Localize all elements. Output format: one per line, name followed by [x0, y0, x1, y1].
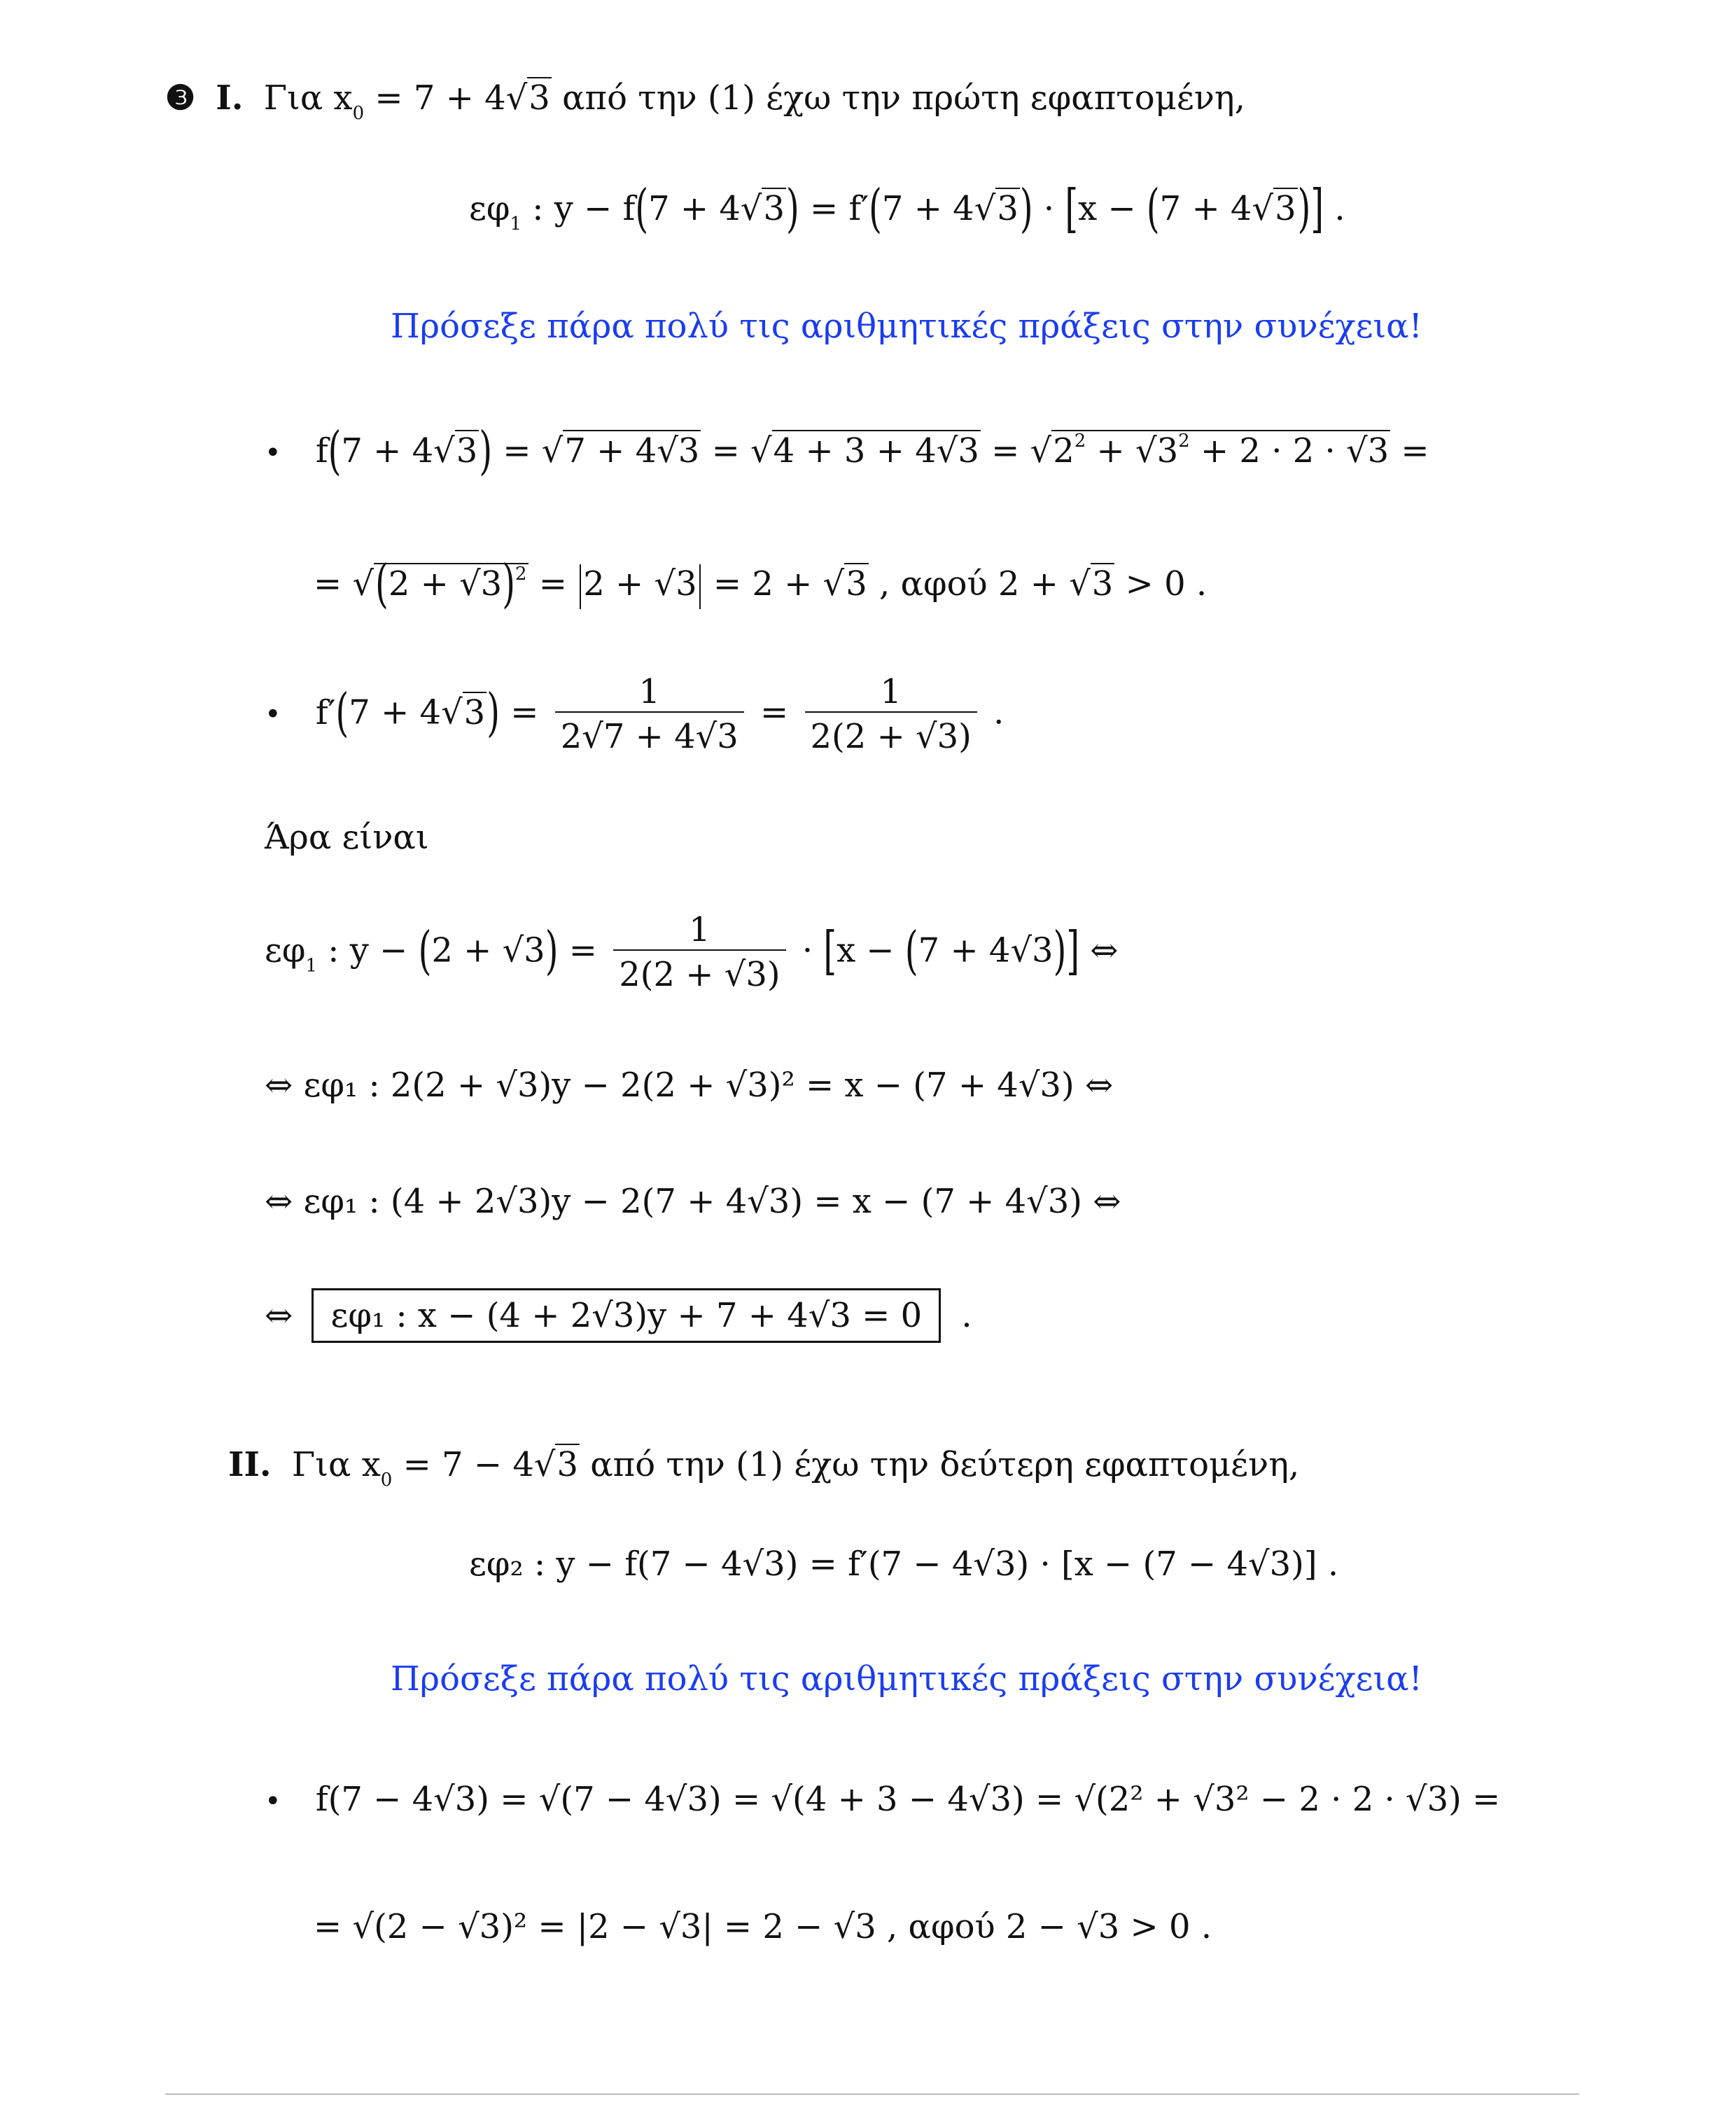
f-value-line-2	[265, 1778, 1500, 1822]
eq-text: .	[993, 692, 1004, 732]
section-marker: ❸	[165, 78, 196, 118]
radicand: 3	[556, 1445, 578, 1484]
notice-text-2: Πρόσεξε πάρα πολύ τις αριθμητικές πράξεις στην συνέχεια!	[391, 1659, 1422, 1699]
fraction: $\frac{1}{2√7 + 4√3}$	[555, 672, 744, 758]
notice-text-1: Πρόσεξε πάρα πολύ τις αριθμητικές πράξεις στην συνέχεια!	[391, 307, 1422, 346]
f-value-line-1: • $f(7 + 4√3) = √7 + 4√3 = √4 + 3 + 4√3 = √2^2 + √3^2 + 2 \cdot 2 \cdot √3$ =	[265, 420, 1429, 482]
subscript: 0	[352, 103, 365, 124]
radicand: 3	[1275, 189, 1296, 228]
radicand: 3	[763, 189, 785, 228]
eq-text: = f′	[799, 189, 869, 228]
eq-text: f′	[315, 692, 336, 732]
eq-text: x −	[836, 930, 905, 970]
eq-text: =	[528, 564, 578, 604]
derivation-line-1: $\varepsilon\varphi_1$ : y − (2 + √3) = $\frac{1}{2(2 + √3)}$ · [x − (7 + 4√3)] ⇔	[265, 910, 1119, 994]
subscript: 1	[305, 955, 318, 977]
therefore-text: Άρα είναι	[265, 818, 429, 857]
bullet: •	[265, 698, 281, 731]
superscript: 2	[1074, 431, 1086, 452]
eq-text: =	[760, 692, 799, 732]
radicand: 3	[456, 431, 478, 470]
radicand: 7 + 4√3	[564, 431, 700, 470]
eq-text: 7 + 4√3	[918, 930, 1054, 970]
superscript: 2	[1178, 431, 1190, 452]
eq-text: .	[1324, 189, 1345, 228]
radicand: 3	[846, 564, 867, 604]
eq-text: 7 + 4	[1159, 189, 1252, 228]
tangent-equation-1: $\varepsilon\varphi_1$ : y − f(7 + 4√3) = f′(7 + 4√3) · [x − (7 + 4√3)] .	[469, 178, 1345, 239]
subscript: 1	[510, 214, 522, 235]
eq-text: ⇔	[1079, 930, 1119, 970]
eq-text: 2 + √3	[583, 564, 697, 604]
eq-text: =	[314, 564, 353, 604]
derivation-line-2: ⇔ εφ₁ : 2(2 + √3)y − 2(2 + √3)² = x − (7 + 4√3) ⇔	[265, 1066, 1114, 1105]
eq-text: f(7 − 4√3) = √(7 − 4√3) = √(4 + 3 − 4√3) = √(2² + √3² − 2 · 2 · √3) =	[315, 1780, 1501, 1819]
f-value-line-1b: = $√(2 + √3)^2 = 2 + √3 = 2 + √3$ , αφού 2 + √3 > 0 .	[314, 553, 1208, 615]
eq-text: 2 + √3	[388, 564, 503, 604]
eq-text: =	[1390, 431, 1429, 470]
eq-text: , αφού 2 +	[868, 564, 1070, 604]
eq-text: 7 + 4	[881, 189, 974, 228]
derivation-line-3: ⇔ εφ₁ : (4 + 2√3)y − 2(7 + 4√3) = x − (7 + 4√3) ⇔	[265, 1182, 1121, 1221]
equivalence-arrow: ⇔	[265, 1296, 293, 1335]
part1-intro-line: ❸ I. Για $x_0 = 7 + 4√3$ από την (1) έχω την πρώτη εφαπτομένη,	[165, 78, 1245, 124]
eq-text: =	[499, 692, 550, 732]
intro-text-b: = 7 + 4	[364, 78, 506, 118]
intro-text-a: Για x	[291, 1445, 381, 1484]
eq-text: 7 + 4	[341, 431, 434, 470]
eq-text: > 0 .	[1114, 564, 1208, 604]
eq-text: + √3	[1086, 431, 1179, 470]
intro-text-c: από την (1) έχω την πρώτη εφαπτομένη,	[551, 78, 1245, 118]
eq-text: : y −	[317, 930, 419, 970]
radicand: 3	[997, 189, 1018, 228]
eq-text: =	[492, 431, 542, 470]
eq-text: 2 + √3	[431, 930, 545, 970]
eq-text: : y − f	[522, 189, 636, 228]
part2-intro-line: II. Για $x_0 = 7 - 4√3$ από την (1) έχω την δεύτερη εφαπτομένη,	[228, 1445, 1300, 1491]
eq-text: =	[701, 431, 751, 470]
part2-label: II.	[228, 1445, 272, 1484]
eq-text: .	[961, 1296, 972, 1335]
intro-text-b: = 7 − 4	[392, 1445, 534, 1484]
f-value-line-2b: = √(2 − √3)² = |2 − √3| = 2 − √3 , αφού 2 − √3 > 0 .	[314, 1907, 1212, 1946]
radicand: 3	[1091, 564, 1114, 604]
eq-symbol: εφ	[469, 189, 510, 228]
eq-text: x −	[1078, 189, 1147, 228]
fprime-value-line: • f′(7 + 4√3) = $\frac{1}{2√7 + 4√3}$ = $\frac{1}{2(2 + √3)}$ .	[265, 672, 1004, 756]
bullet: •	[265, 437, 281, 469]
eq-text: 7 + 4	[349, 692, 442, 732]
radicand: 4 + 3 + 4√3	[773, 431, 979, 470]
subscript: 0	[380, 1470, 393, 1491]
intro-text-a: Για x	[263, 78, 353, 118]
part1-label: I.	[216, 78, 244, 118]
tangent-equation-2: εφ₂ : y − f(7 − 4√3) = f′(7 − 4√3) · [x − (7 − 4√3)] .	[469, 1544, 1339, 1584]
page-divider	[165, 2093, 1579, 2095]
eq-text: f	[315, 431, 328, 470]
radicand: 3	[528, 78, 550, 118]
intro-text-c: από την (1) έχω την δεύτερη εφαπτομένη,	[580, 1445, 1300, 1484]
eq-text: = 2 +	[702, 564, 823, 604]
superscript: 2	[514, 564, 527, 585]
eq-text: 2	[1053, 431, 1074, 470]
eq-text: 7 + 4	[648, 189, 741, 228]
bullet: •	[265, 1785, 281, 1818]
eq-text: =	[980, 431, 1030, 470]
fraction: $\frac{1}{2(2 + √3)}$	[613, 910, 785, 996]
radicand: 3	[463, 692, 486, 732]
eq-text: + 2 · 2 · √3	[1189, 431, 1390, 470]
eq-text: ·	[1032, 189, 1065, 228]
fraction: $\frac{1}{2(2 + √3)}$	[805, 672, 977, 758]
eq-text: εφ	[265, 930, 306, 970]
derivation-line-4	[265, 1288, 972, 1343]
eq-text: =	[558, 930, 608, 970]
boxed-result: εφ₁ : x − (4 + 2√3)y + 7 + 4√3 = 0	[312, 1288, 941, 1343]
eq-text: ·	[802, 930, 824, 970]
